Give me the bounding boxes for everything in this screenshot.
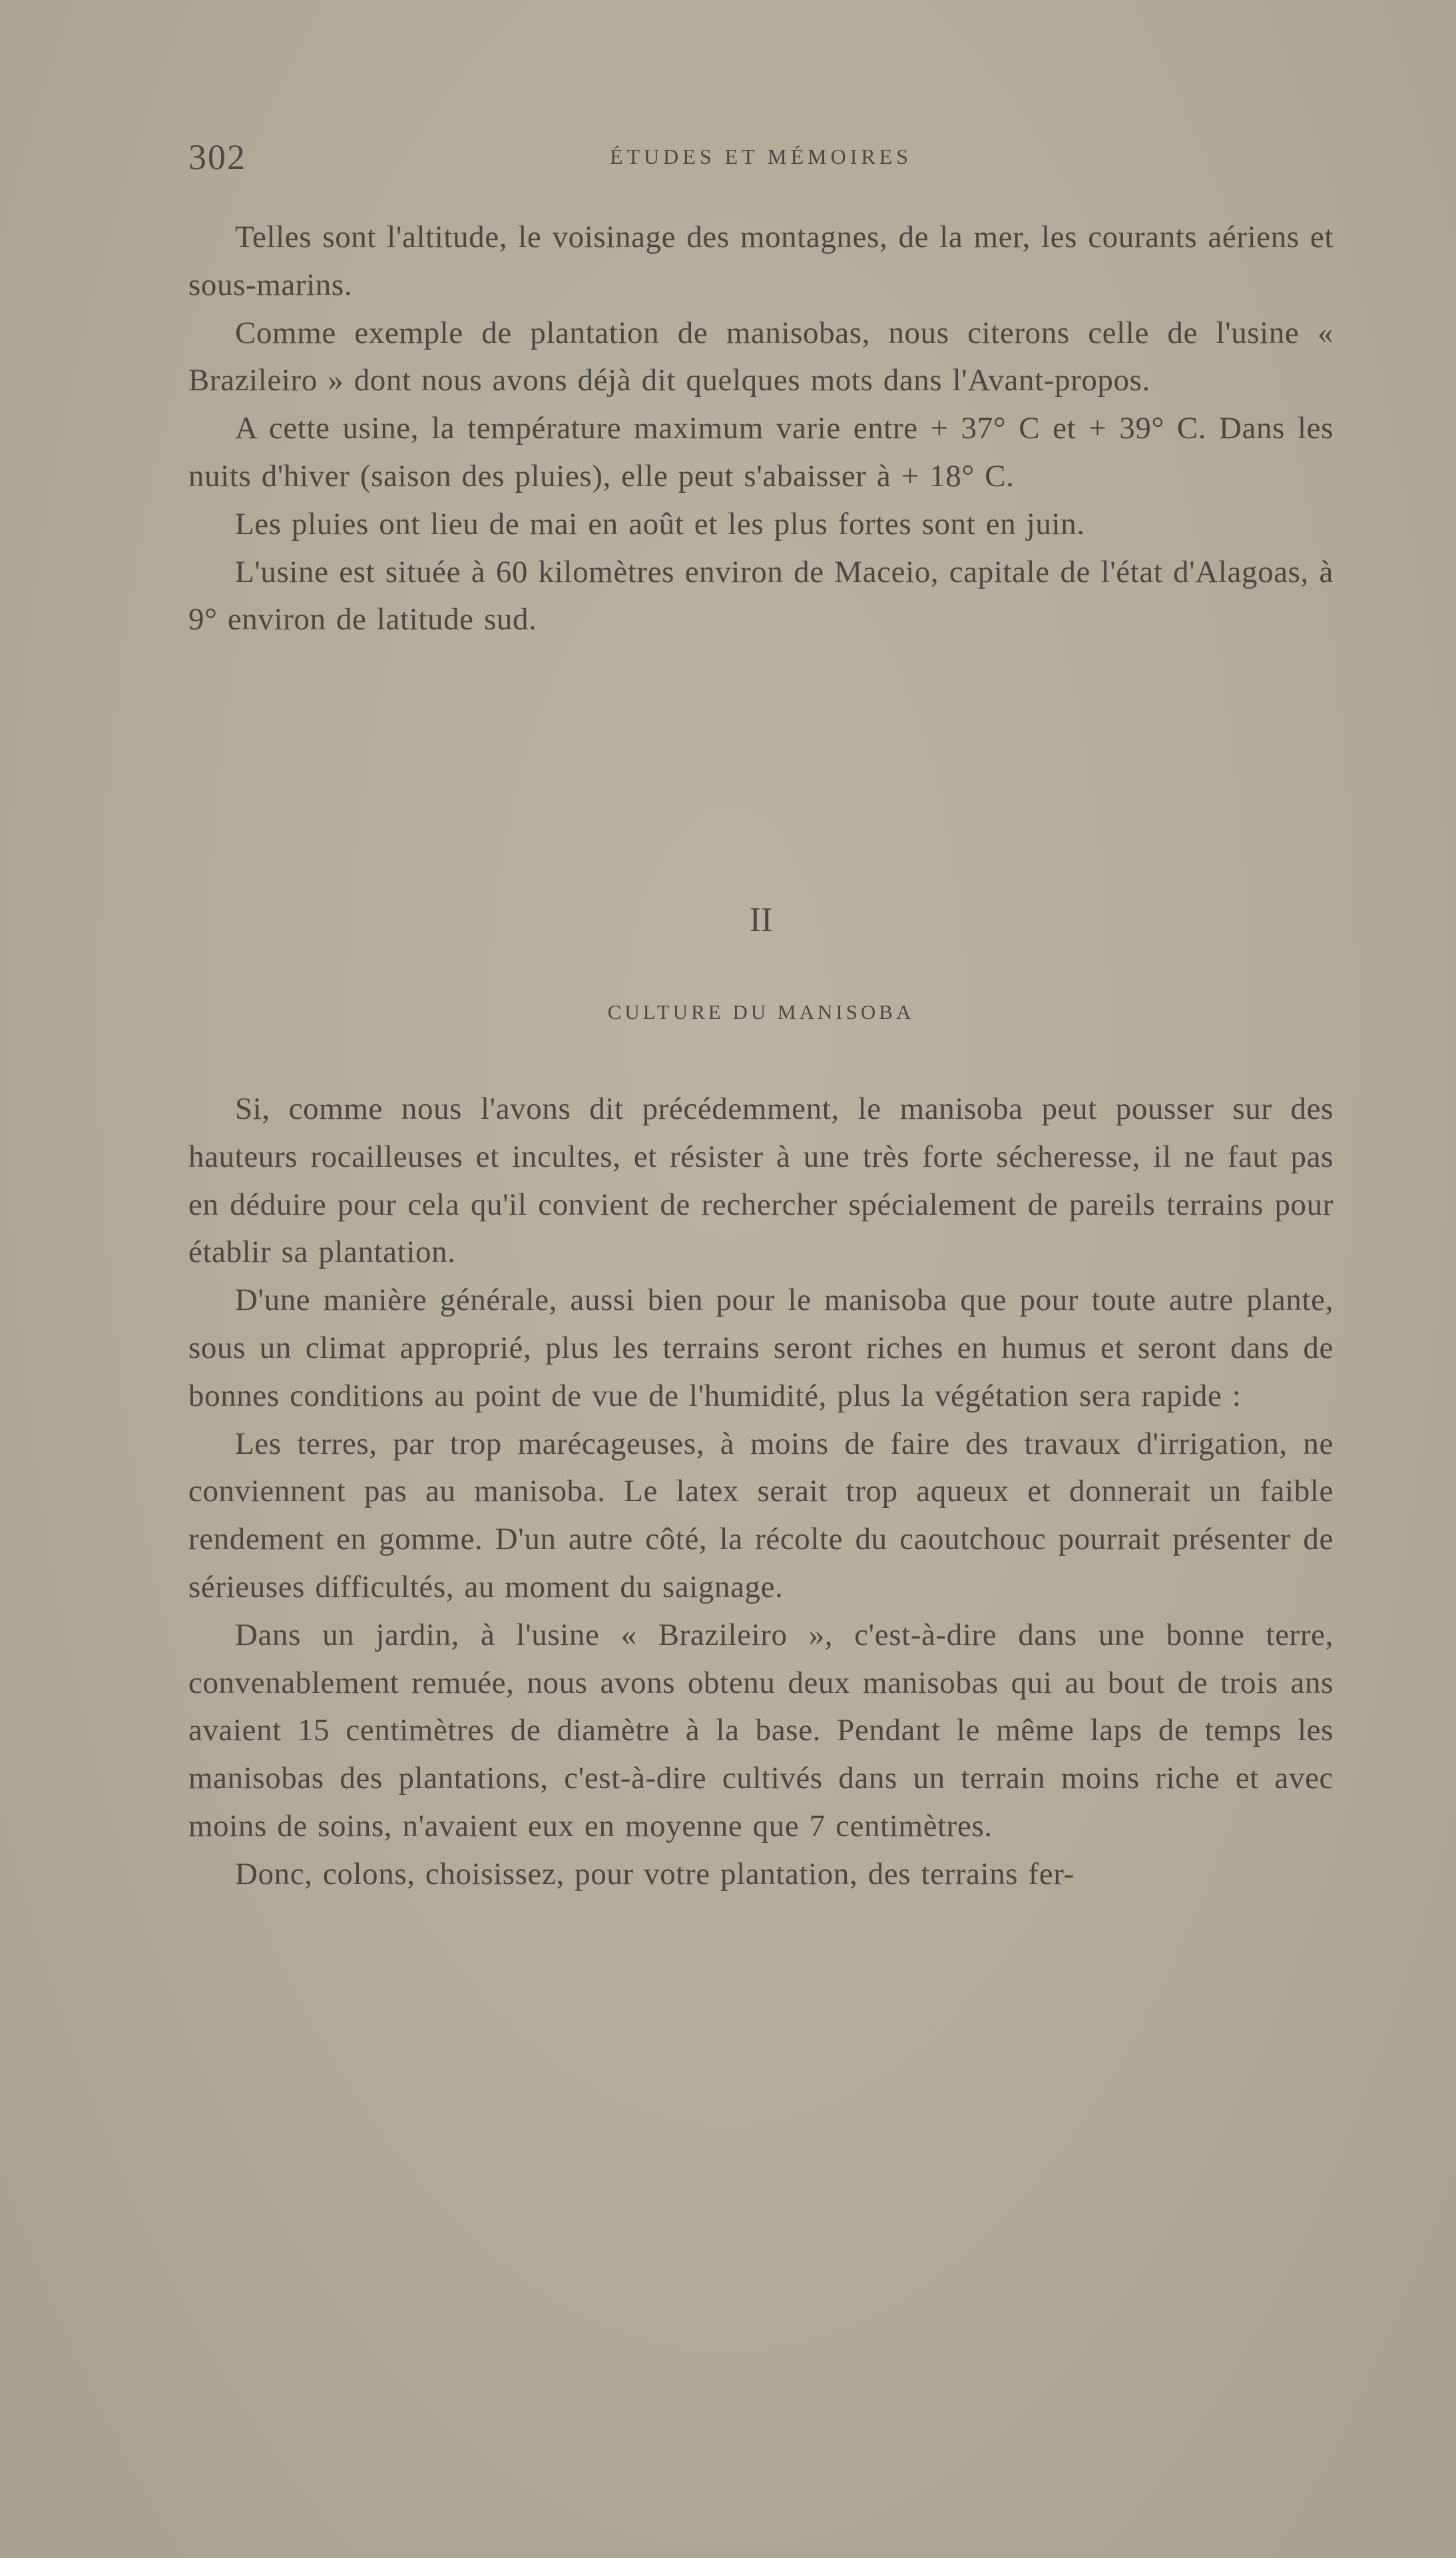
running-header [188, 137, 1334, 183]
paragraph: Telles sont l'altitude, le voisinage des montagnes, de la mer, les courants aériens et sous-marins. [188, 220, 1334, 302]
paragraph: Dans un jardin, à l'usine « Brazileiro », c'est-à-dire dans une bonne terre, convenablement remuée, nous avons obtenu deux manisobas qui au bout de trois ans avaient 15 centimètres de diamètre à la base. Pendant le même laps de temps les manisobas des plantations, c'est-à-dire cultivés dans un terrain moins riche et avec moins de soins, n'avaient eux en moyenne que 7 centimètres. [188, 1617, 1334, 1843]
section-title: CULTURE DU MANISOBA [607, 1000, 915, 1024]
paragraph: A cette usine, la température maximum varie entre + 37° C et + 39° C. Dans les nuits d'hiver (saison des pluies), elle peut s'abaisser à + 18° C. [188, 411, 1334, 493]
page-number: 302 [188, 137, 246, 177]
section-number: II [749, 901, 773, 939]
paragraph: L'usine est située à 60 kilomètres environ de Maceio, capitale de l'état d'Alagoas, à 9° environ de latitude sud. [188, 554, 1334, 637]
paragraph: Si, comme nous l'avons dit précédemment, le manisoba peut pousser sur des hauteurs rocailleuses et incultes, et résister à une très forte sécheresse, il ne faut pas en déduire pour cela qu'il convient de rechercher spécialement de pareils terrains pour établir sa plantation. [188, 1092, 1334, 1270]
paragraph: Les pluies ont lieu de mai en août et les plus fortes sont en juin. [235, 506, 1085, 541]
paragraph: Comme exemple de plantation de manisobas, nous citerons celle de l'usine « Brazileiro » dont nous avons déjà dit quelques mots dans l'Avant-propos. [188, 315, 1334, 398]
paragraph: D'une manière générale, aussi bien pour le manisoba que pour toute autre plante, sous un climat approprié, plus les terrains seront riches en humus et seront dans de bonnes conditions au point de vue de l'humidité, plus la végétation sera rapide : [188, 1283, 1334, 1413]
paragraph: Les terres, par trop marécageuses, à moins de faire des travaux d'irrigation, ne conviennent pas au manisoba. Le latex serait trop aqueux et donnerait un faible rendement en gomme. D'un autre côté, la récolte du caoutchouc pourrait présenter de sérieuses difficultés, au moment du saignage. [188, 1426, 1334, 1604]
running-title: ÉTUDES ET MÉMOIRES [609, 145, 913, 168]
paragraph: Donc, colons, choisissez, pour votre plantation, des terrains fer- [235, 1856, 1075, 1891]
intro-text [188, 214, 1334, 644]
section-text [188, 1086, 1334, 1899]
